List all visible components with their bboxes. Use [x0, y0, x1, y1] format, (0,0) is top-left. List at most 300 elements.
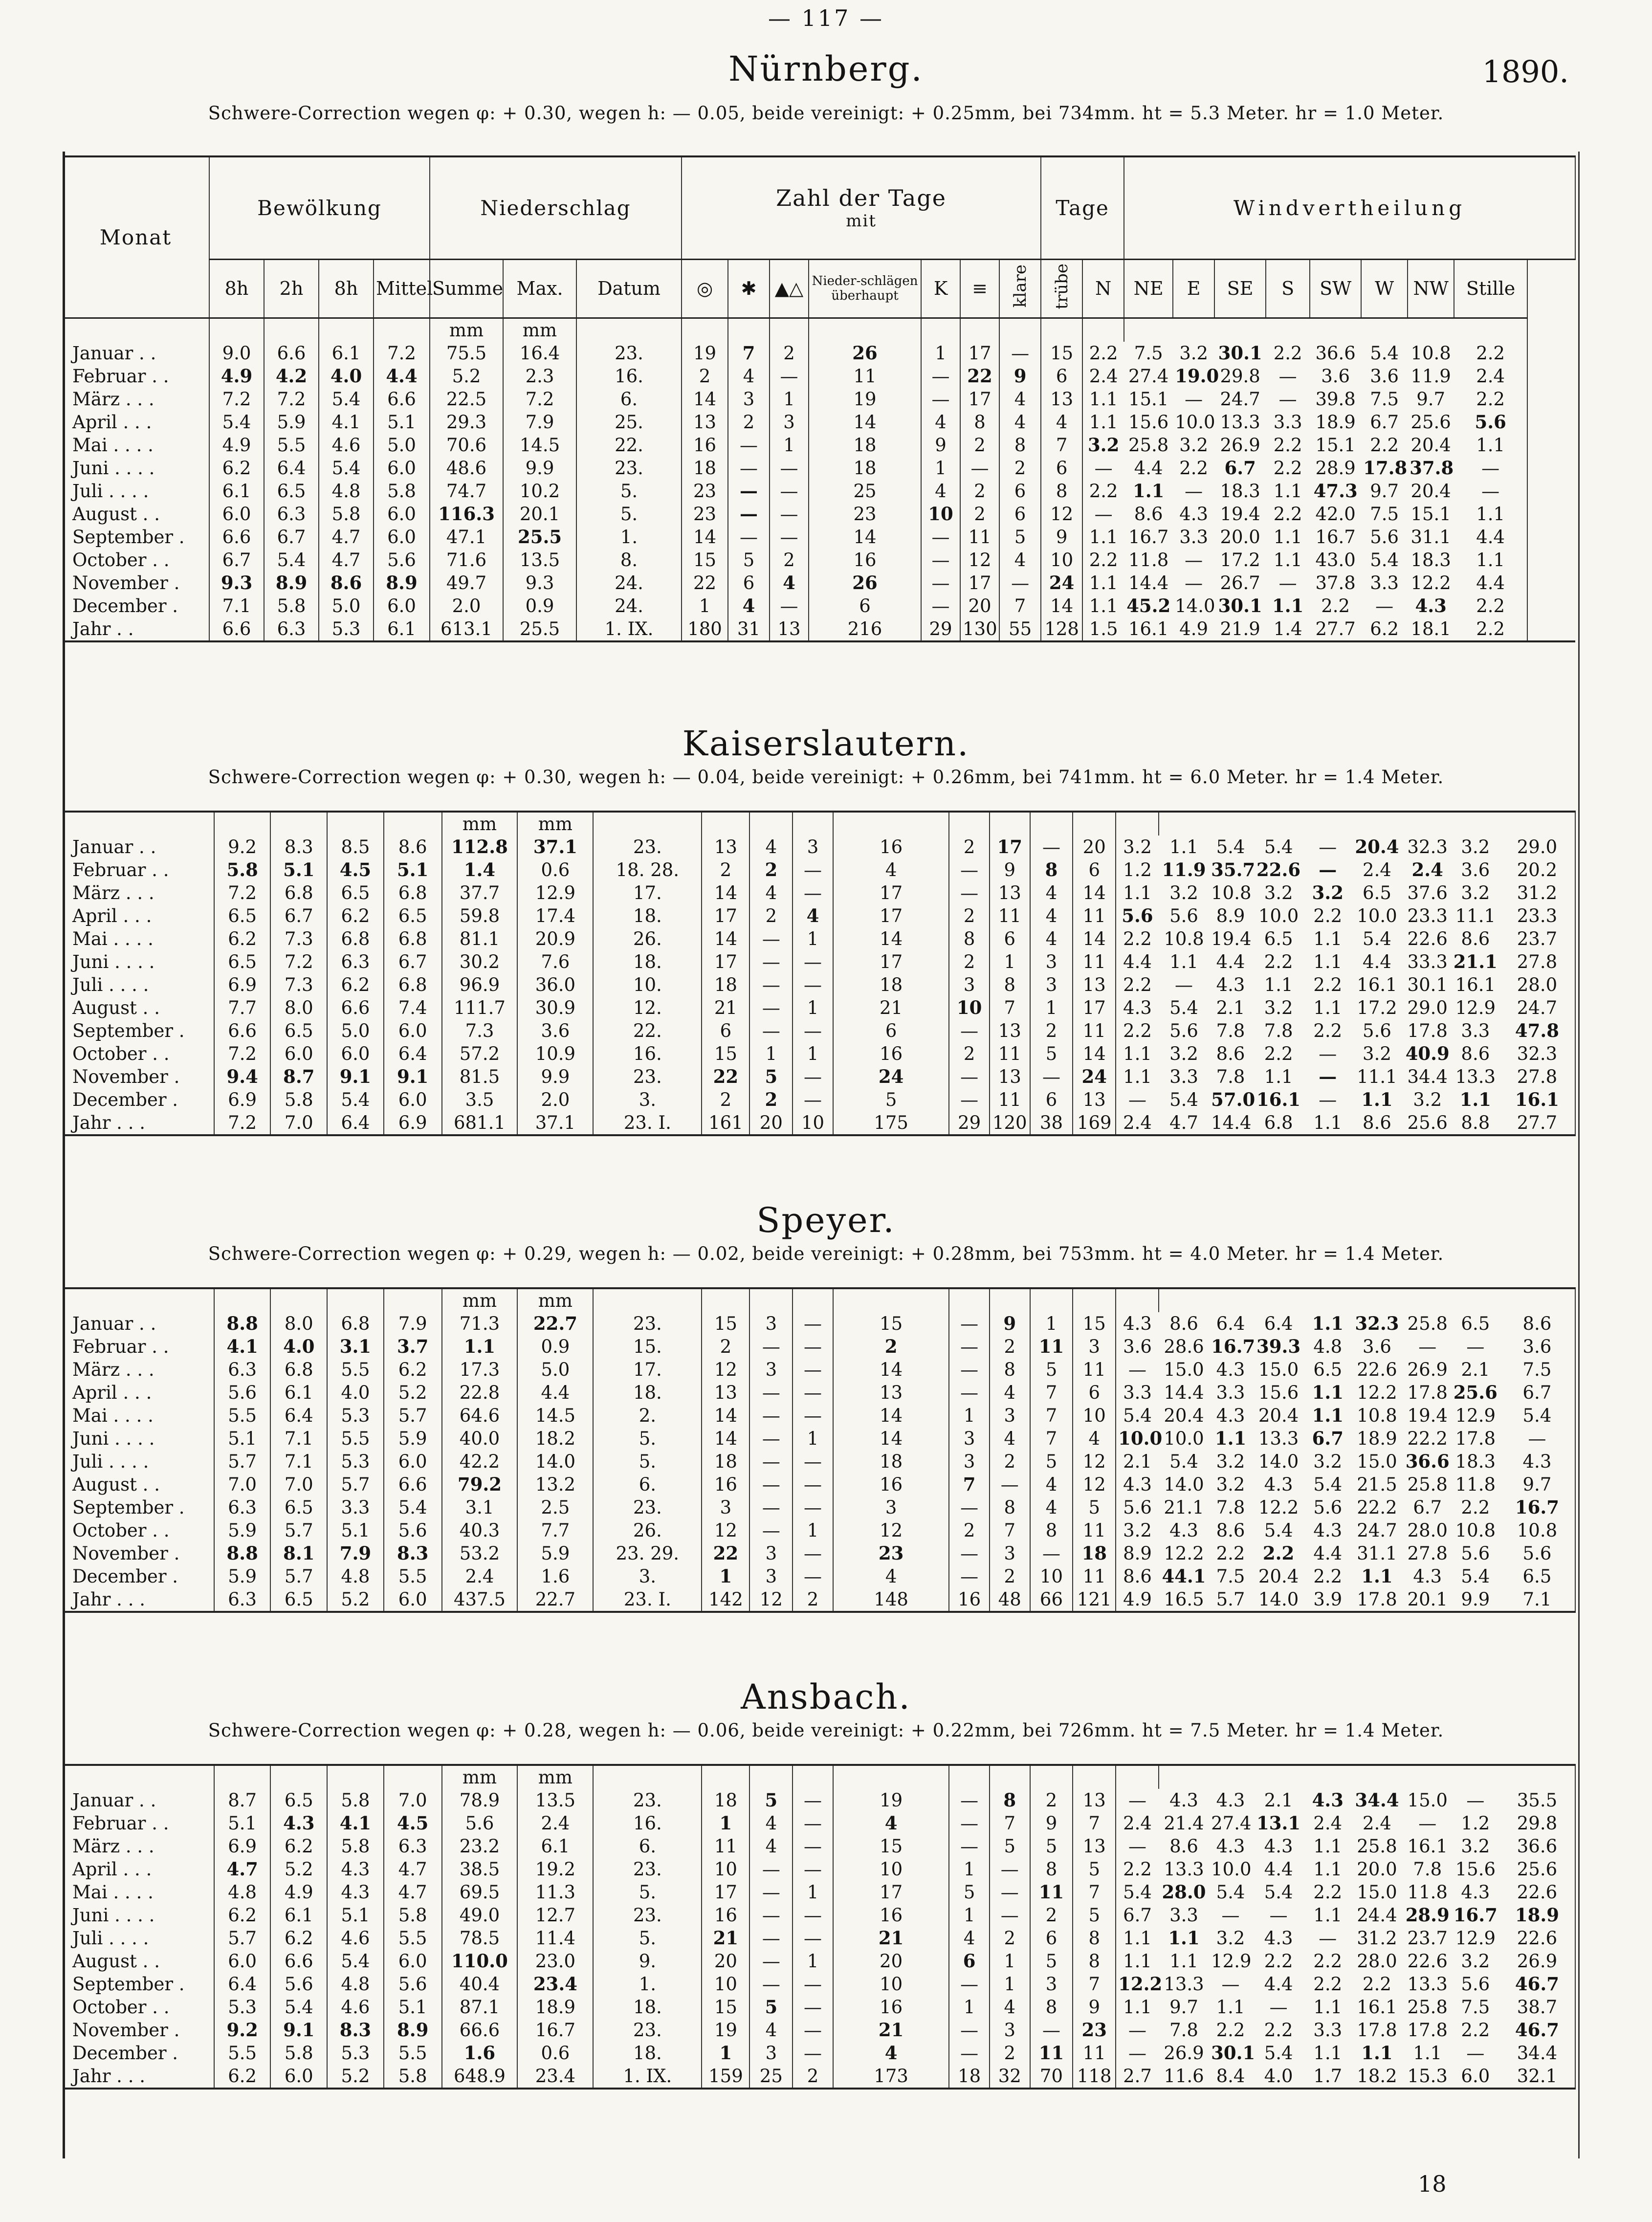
unit-cell: [770, 318, 809, 342]
total-cell: 29: [921, 617, 960, 641]
subheader-5: Max.: [503, 259, 576, 318]
table-cell: 5.2: [430, 365, 503, 388]
month-label: Januar . .: [63, 836, 214, 858]
table-cell: 10: [702, 1973, 749, 1996]
table-cell: 7.0: [214, 1473, 271, 1496]
table-cell: 5.4: [384, 1496, 442, 1519]
table-cell: 2.3: [503, 365, 576, 388]
table-cell: 6.0: [374, 526, 430, 549]
table-cell: 5.6: [384, 1973, 442, 1996]
table-cell: 37.8: [1315, 572, 1356, 594]
table-cell: —: [921, 572, 960, 594]
table-cell: 4.4: [1264, 1974, 1293, 1995]
table-cell: 16.4: [503, 342, 576, 365]
table-cell: 112.8: [442, 836, 518, 858]
table-cell: 18: [702, 973, 749, 996]
table-cell: 6.4: [384, 1042, 442, 1065]
table-cell: 8.3: [270, 836, 327, 858]
table-cell: 23.: [593, 1789, 702, 1812]
table-cell: 9.3: [209, 572, 264, 594]
table-cell: 1.1: [1123, 1997, 1152, 2018]
table-cell: 34.4: [1355, 1789, 1399, 1811]
unit-cell: [1159, 1288, 1209, 1312]
table-cell: 13.3: [1164, 1859, 1204, 1880]
table-cell: 17.: [593, 881, 702, 904]
table-cell: —: [1319, 1089, 1337, 1110]
table-cell: 3.6: [1461, 859, 1490, 880]
table-cell: 36.6: [1405, 1451, 1450, 1472]
table-cell: —: [1221, 1905, 1240, 1926]
table-cell: 3: [749, 1358, 793, 1381]
table-cell: —: [990, 1473, 1030, 1496]
table-cell: 6.: [576, 388, 682, 411]
month-label: October . .: [63, 1042, 214, 1065]
table-cell: —: [1418, 1813, 1437, 1834]
month-row: [63, 1973, 1575, 1996]
table-cell: 21.5: [1357, 1474, 1397, 1495]
table-cell: 4.9: [209, 434, 264, 457]
unit-cell: [833, 1765, 949, 1789]
month-label: October . .: [63, 1996, 214, 2019]
table-cell: 25.8: [1357, 1836, 1397, 1857]
table-cell: 15: [702, 1312, 749, 1335]
subheader-0: 8h: [209, 259, 264, 318]
table-cell: 14: [1073, 1042, 1116, 1065]
total-cell: 22.7: [517, 1588, 593, 1612]
total-cell: 13: [770, 617, 809, 641]
table-cell: 24.4: [1357, 1905, 1397, 1926]
table-cell: 1.1: [1169, 1951, 1198, 1972]
table-cell: 9.9: [503, 457, 576, 480]
table-cell: —: [749, 973, 793, 996]
table-cell: 10.2: [503, 480, 576, 503]
table-cell: 27.8: [1407, 1543, 1448, 1564]
table-cell: —: [728, 434, 770, 457]
month-row: [63, 927, 1575, 950]
year-total-row: [63, 617, 1575, 641]
month-label: März . . .: [63, 881, 214, 904]
table-cell: 16.: [576, 365, 682, 388]
total-cell: 148: [833, 1588, 949, 1612]
total-cell: 130: [960, 617, 999, 641]
table-cell: 13: [990, 881, 1030, 904]
table-cell: 7.2: [214, 1042, 271, 1065]
table-cell: 11: [990, 1042, 1030, 1065]
table-cell: 16.1: [1455, 974, 1496, 995]
table-cell: 42.0: [1315, 503, 1356, 525]
table-cell: 14: [1041, 594, 1082, 617]
subheader-21: W: [1361, 259, 1408, 318]
table-cell: 4: [749, 881, 793, 904]
table-cell: 7.8: [1216, 1020, 1245, 1041]
unit-cell: mm: [503, 318, 576, 342]
table-cell: 4.3: [327, 1881, 384, 1904]
month-row: [63, 1519, 1575, 1542]
table-cell: 2.2: [1313, 1974, 1343, 1995]
table-cell: 12.2: [1164, 1543, 1204, 1564]
table-cell: 15: [833, 1835, 949, 1858]
unit-cell: [682, 318, 728, 342]
unit-cell: mm: [442, 1765, 518, 1789]
table-cell: 5.7: [270, 1565, 327, 1588]
table-cell: 1.1: [1272, 594, 1304, 616]
table-cell: 23.: [593, 836, 702, 858]
table-cell: 7.5: [1461, 1997, 1490, 2018]
table-cell: 7.5: [1134, 342, 1163, 364]
table-cell: 11.8: [1455, 1474, 1496, 1495]
table-cell: 6.2: [270, 1835, 327, 1858]
table-cell: 13: [990, 1019, 1030, 1042]
table-cell: 11: [1030, 1881, 1073, 1904]
table-cell: 3.: [593, 1088, 702, 1111]
table-cell: 7.2: [209, 388, 264, 411]
table-cell: 9: [1073, 1996, 1116, 2019]
unit-cell: [1030, 812, 1073, 836]
table-cell: —: [1221, 1974, 1240, 1995]
unit-cell: [960, 318, 999, 342]
month-row: [63, 434, 1575, 457]
total-cell: 175: [833, 1111, 949, 1135]
table-cell: 15.0: [1357, 1451, 1397, 1472]
table-cell: —: [793, 1858, 833, 1881]
table-cell: 14: [809, 411, 921, 434]
table-cell: 1: [702, 1812, 749, 1835]
total-cell: 8.4: [1216, 2066, 1245, 2087]
table-cell: 4.0: [319, 365, 374, 388]
unit-cell: [374, 318, 430, 342]
table-cell: 5.6: [1123, 1497, 1152, 1518]
table-cell: 1: [682, 594, 728, 617]
table-cell: 6.0: [374, 594, 430, 617]
table-cell: 6.1: [270, 1381, 327, 1404]
total-cell: 16.1: [1128, 618, 1169, 639]
table-cell: 28.0: [1357, 1951, 1397, 1972]
table-cell: 40.4: [442, 1973, 518, 1996]
year-label: Jahr . . .: [63, 1111, 214, 1135]
table-cell: 12: [1073, 1450, 1116, 1473]
table-cell: 11: [990, 904, 1030, 927]
table-cell: 1.1: [1123, 1951, 1152, 1972]
month-label: Juni . . . .: [63, 1427, 214, 1450]
table-cell: 2.2: [1363, 1974, 1391, 1995]
table-cell: 13: [1041, 388, 1082, 411]
table-cell: 3: [793, 836, 833, 858]
table-cell: 5.7: [214, 1450, 271, 1473]
table-cell: 8.6: [1461, 1043, 1490, 1064]
table-cell: 5.5: [264, 434, 319, 457]
month-label: Juni . . . .: [63, 1904, 214, 1927]
table-cell: 16.1: [1357, 974, 1397, 995]
table-cell: 29.3: [430, 411, 503, 434]
table-cell: 6.0: [209, 503, 264, 526]
table-cell: 3: [749, 1312, 793, 1335]
table-cell: 5.6: [270, 1973, 327, 1996]
table-cell: 81.5: [442, 1065, 518, 1088]
table-cell: 4: [749, 1835, 793, 1858]
table-cell: 9.1: [384, 1065, 442, 1088]
table-cell: —: [960, 457, 999, 480]
table-cell: 5.4: [1216, 836, 1245, 858]
table-cell: 15: [1041, 342, 1082, 365]
unit-cell: [327, 1288, 384, 1312]
table-cell: 11: [1073, 904, 1116, 927]
table-cell: 1.1: [1169, 836, 1198, 858]
table-cell: 16.7: [1315, 526, 1356, 548]
table-cell: 5: [1030, 1358, 1073, 1381]
table-cell: 1: [702, 2042, 749, 2065]
table-cell: 18.3: [1220, 480, 1260, 502]
unit-cell: [749, 812, 793, 836]
month-row: [63, 1927, 1575, 1950]
table-cell: —: [1375, 595, 1394, 616]
table-cell: 6.4: [270, 1404, 327, 1427]
table-cell: 1: [1030, 996, 1073, 1019]
unit-cell: [702, 1765, 749, 1789]
table-cell: 2.2: [1273, 434, 1302, 456]
table-cell: 8.8: [214, 1312, 271, 1335]
table-cell: 2.0: [517, 1088, 593, 1111]
table-cell: 6.4: [214, 1973, 271, 1996]
month-row: [63, 1404, 1575, 1427]
table-cell: 18: [833, 1450, 949, 1473]
table-cell: 6.: [593, 1835, 702, 1858]
table-cell: 4.4: [1454, 572, 1527, 594]
month-label: Januar . .: [63, 342, 209, 365]
table-cell: 2.4: [1363, 859, 1391, 880]
table-cell: 6.9: [214, 1835, 271, 1858]
table-cell: —: [793, 1450, 833, 1473]
table-cell: 3.3: [1313, 2020, 1343, 2041]
table-cell: 7.1: [209, 594, 264, 617]
table-cell: 12: [833, 1519, 949, 1542]
table-cell: 3.2: [1313, 1451, 1343, 1472]
table-cell: —: [949, 1065, 990, 1088]
table-cell: —: [1128, 1790, 1146, 1811]
table-cell: 46.7: [1499, 2019, 1575, 2042]
table-cell: 4: [921, 480, 960, 503]
table-cell: —: [1094, 457, 1113, 479]
unit-cell: [1499, 1765, 1575, 1789]
table-cell: 23. 29.: [593, 1542, 702, 1565]
table-cell: —: [949, 1565, 990, 1588]
table-cell: 8.6: [1216, 1520, 1245, 1541]
header-monat: Monat: [63, 156, 209, 318]
unit-cell: [949, 1765, 990, 1789]
table-cell: 2.2: [1264, 1951, 1293, 1972]
table-cell: 4: [1030, 1496, 1073, 1519]
table-cell: 6.7: [209, 549, 264, 572]
total-cell: 5.3: [319, 617, 374, 641]
table-cell: 14.5: [517, 1404, 593, 1427]
table-cell: 4.6: [327, 1927, 384, 1950]
table-cell: 4: [999, 411, 1041, 434]
unit-cell: [214, 1288, 271, 1312]
table-cell: 3.2: [1087, 434, 1120, 456]
table-cell: 20.4: [1258, 1566, 1299, 1587]
table-cell: —: [1319, 1066, 1337, 1087]
table-cell: 15.1: [1128, 388, 1169, 410]
table-cell: 7.9: [384, 1312, 442, 1335]
table-cell: 2.2: [1179, 457, 1209, 479]
month-row: [63, 411, 1575, 434]
table-cell: 6.3: [327, 950, 384, 973]
table-cell: 4: [949, 1927, 990, 1950]
subheader-8: ✱: [728, 259, 770, 318]
table-cell: 16.7: [1499, 1496, 1575, 1519]
table-cell: 1.: [593, 1973, 702, 1996]
table-cell: 5.6: [1122, 905, 1153, 926]
table-cell: 2.4: [1089, 365, 1118, 387]
table-cell: 6.6: [384, 1473, 442, 1496]
table-cell: 5.5: [327, 1427, 384, 1450]
table-cell: 6: [1073, 1381, 1116, 1404]
table-cell: —: [770, 365, 809, 388]
table-cell: 20.9: [517, 927, 593, 950]
unit-cell: [793, 1765, 833, 1789]
table-cell: 4: [990, 1381, 1030, 1404]
table-cell: 4: [749, 2019, 793, 2042]
unit-cell: [63, 812, 214, 836]
total-cell: 1.1: [1313, 1112, 1343, 1133]
table-cell: —: [949, 1335, 990, 1358]
month-label: Februar . .: [63, 858, 214, 881]
table-cell: 5: [749, 1789, 793, 1812]
table-cell: —: [949, 1542, 990, 1565]
table-cell: 7: [990, 996, 1030, 1019]
table-cell: 7.3: [270, 927, 327, 950]
table-cell: 6.0: [214, 1950, 271, 1973]
table-cell: 1.1: [1361, 1565, 1393, 1587]
month-row: [63, 1904, 1575, 1927]
table-cell: 4.4: [1264, 1859, 1293, 1880]
table-cell: 11: [1073, 1565, 1116, 1588]
table-cell: 16: [833, 1473, 949, 1496]
table-cell: —: [793, 1065, 833, 1088]
table-cell: 6: [999, 480, 1041, 503]
year-total-row: [63, 2065, 1575, 2089]
table-cell: 5.6: [1370, 526, 1399, 548]
month-label: Februar . .: [63, 1335, 214, 1358]
table-cell: —: [1185, 572, 1203, 594]
table-cell: 8.6: [1216, 1043, 1245, 1064]
table-cell: 2.2: [1273, 457, 1302, 479]
table-cell: 2: [1030, 1019, 1073, 1042]
table-cell: 9.2: [214, 2019, 271, 2042]
table-cell: 3.3: [327, 1496, 384, 1519]
table-cell: 10.8: [1357, 1405, 1397, 1426]
table-cell: 1.1: [1313, 2043, 1343, 2064]
table-cell: —: [728, 457, 770, 480]
table-cell: 14.5: [503, 434, 576, 457]
table-cell: 3.6: [1363, 1336, 1391, 1357]
table-cell: 16: [833, 1996, 949, 2019]
table-cell: 4.5: [384, 1812, 442, 1835]
unit-cell: [1266, 318, 1310, 342]
table-cell: 22.2: [1407, 1428, 1448, 1449]
table-cell: 5.8: [327, 1789, 384, 1812]
table-cell: 6.3: [214, 1358, 271, 1381]
table-cell: —: [793, 1335, 833, 1358]
table-cell: 2: [682, 365, 728, 388]
table-cell: 5.1: [214, 1812, 271, 1835]
month-label: April . . .: [63, 1381, 214, 1404]
table-cell: 3.7: [384, 1335, 442, 1358]
table-cell: 1: [921, 342, 960, 365]
table-cell: 19.2: [517, 1858, 593, 1881]
table-cell: —: [1499, 1427, 1575, 1450]
month-label: März . . .: [63, 388, 209, 411]
table-cell: 26.9: [1407, 1359, 1448, 1380]
table-cell: 8: [990, 973, 1030, 996]
table-cell: 6.2: [384, 1358, 442, 1381]
table-cell: 6.7: [1499, 1381, 1575, 1404]
table-cell: 6.3: [264, 503, 319, 526]
month-row: [63, 1996, 1575, 2019]
subheader-2: 8h: [319, 259, 374, 318]
table-cell: 6.5: [1363, 882, 1391, 903]
table-cell: 20.2: [1499, 858, 1575, 881]
table-cell: 12: [702, 1519, 749, 1542]
table-cell: 66.6: [442, 2019, 518, 2042]
unit-cell: [793, 1288, 833, 1312]
total-cell: 32.1: [1499, 2065, 1575, 2089]
table-cell: 4.3: [1216, 974, 1245, 995]
table-cell: 2.4: [1313, 1813, 1343, 1834]
table-cell: —: [1466, 1790, 1485, 1811]
total-cell: 648.9: [442, 2065, 518, 2089]
table-cell: 2.2: [1313, 1020, 1343, 1041]
table-cell: 19: [682, 342, 728, 365]
unit-cell: [1452, 812, 1499, 836]
table-cell: 34.4: [1407, 1066, 1448, 1087]
table-cell: 4.3: [327, 1858, 384, 1881]
month-row: [63, 1312, 1575, 1335]
table-cell: 47.1: [430, 526, 503, 549]
total-cell: 159: [702, 2065, 749, 2089]
table-cell: 14: [702, 1427, 749, 1450]
table-cell: 2.2: [1321, 595, 1350, 616]
gravity-correction-line: Schwere-Correction wegen φ: + 0.29, wegen h: — 0.02, beide vereinigt: + 0.28mm, bei 753mm. ht = 4.0 Meter. hr = 1.4 Meter.: [208, 1243, 1444, 1264]
climate-table: [63, 1764, 1576, 2090]
unit-cell: mm: [442, 812, 518, 836]
table-cell: 19: [833, 1789, 949, 1812]
unit-cell: [214, 1765, 271, 1789]
table-cell: 8: [999, 434, 1041, 457]
table-cell: 28.6: [1164, 1336, 1204, 1357]
month-row: [63, 1358, 1575, 1381]
table-cell: 5: [1030, 1042, 1073, 1065]
table-cell: 4: [749, 836, 793, 858]
total-cell: 31: [728, 617, 770, 641]
climate-table: [63, 811, 1576, 1136]
table-cell: 8.6: [319, 572, 374, 594]
month-row: [63, 365, 1575, 388]
subheader-23: Stille: [1454, 259, 1527, 318]
table-cell: 9.1: [327, 1065, 384, 1088]
total-cell: 27.7: [1315, 618, 1356, 639]
table-cell: 18.: [593, 2042, 702, 2065]
table-cell: 10.8: [1164, 928, 1204, 949]
table-cell: 2: [702, 1335, 749, 1358]
table-cell: —: [749, 1450, 793, 1473]
table-cell: 12.9: [1455, 997, 1496, 1018]
table-cell: 22.8: [442, 1381, 518, 1404]
subheader-4: Summe: [430, 259, 503, 318]
table-cell: 25.8: [1128, 434, 1169, 456]
unit-cell: [949, 1288, 990, 1312]
header-zahl-der-tage: [682, 156, 1041, 259]
table-cell: 3.2: [1216, 1451, 1245, 1472]
